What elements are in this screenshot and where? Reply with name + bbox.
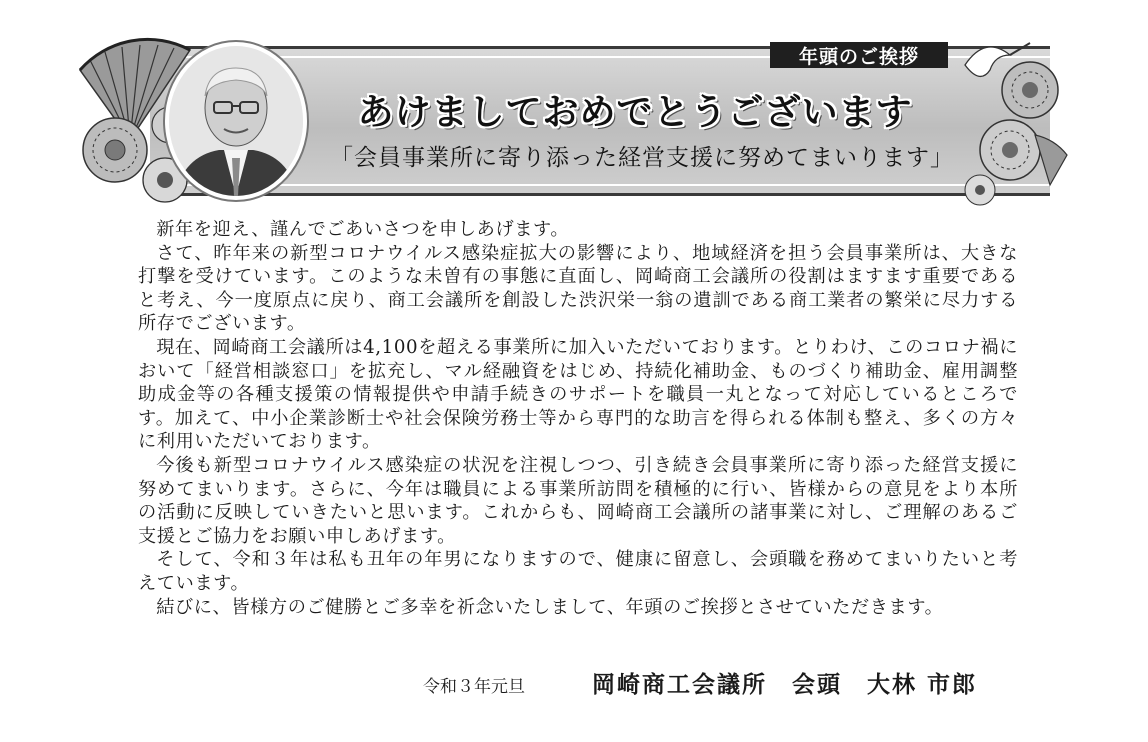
signature-name: 岡崎商工会議所 会頭 大林 市郎 <box>592 671 978 698</box>
paragraph: 結びに、皆様方のご健勝とご多幸を祈念いたしまして、年頭のご挨拶とさせていただきます。 <box>156 596 944 618</box>
folding-fan-icon <box>1035 135 1067 185</box>
crane-flower-ornament-right <box>955 25 1070 210</box>
paragraph: さて、昨年来の新型コロナウイルス感染症拡大の影響により、地域経済を担う会員事業所は、大きな打撃を受けています。このような未曽有の事態に直面し、岡崎商工会議所の役割はますます重要であると考え、今一度原点に戻り、商工会議所を創設した渋沢栄一翁の遺訓である商工業者の繁栄に尽力する所存でございます。 <box>138 242 1018 335</box>
flower-icon <box>965 175 995 205</box>
portrait-photo <box>165 42 307 200</box>
paragraph: 現在、岡崎商工会議所は4,100を超える事業所に加入いただいております。とりわけ、このコロナ禍において「経営相談窓口」を拡充し、マル経融資をはじめ、持続化補助金、ものづくり補助金、雇用調整助成金等の各種支援策の情報提供や申請手続きのサポートを職員一丸となって対応しているところです。加えて、中小企業診断士や社会保険労務士等から専門的な助言を得られる体制も整え、多くの方々に利用いただいております。 <box>138 336 1018 453</box>
greeting-body <box>138 218 1018 619</box>
signature-block <box>0 664 1148 698</box>
person-portrait-icon <box>169 46 303 196</box>
paragraph: 今後も新型コロナウイルス感染症の状況を注視しつつ、引き続き会員事業所に寄り添った経営支援に努めてまいります。さらに、今年は職員による事業所訪問を積極的に行い、皆様からの意見をより本所の活動に反映していきたいと思います。これからも、岡崎商工会議所の諸事業に対し、ご理解のあるご支援とご協力をお願い申しあげます。 <box>138 454 1018 547</box>
headline-subtitle: 「会員事業所に寄り添った経営支援に努めてまいります」 <box>330 145 954 171</box>
banner-divider-bottom <box>150 184 1050 186</box>
paragraph: 新年を迎え、謹んでごあいさつを申しあげます。 <box>156 219 570 240</box>
chrysanthemum-icon <box>83 118 147 182</box>
paragraph: そして、令和３年は私も丑年の年男になりますので、健康に留意し、会頭職を務めてまいりたいと考えています。 <box>138 549 1018 594</box>
section-tag: 年頭のご挨拶 <box>770 42 948 68</box>
signature-date: 令和３年元旦 <box>423 677 525 697</box>
headline-title: あけましておめでとうございます <box>357 92 913 133</box>
